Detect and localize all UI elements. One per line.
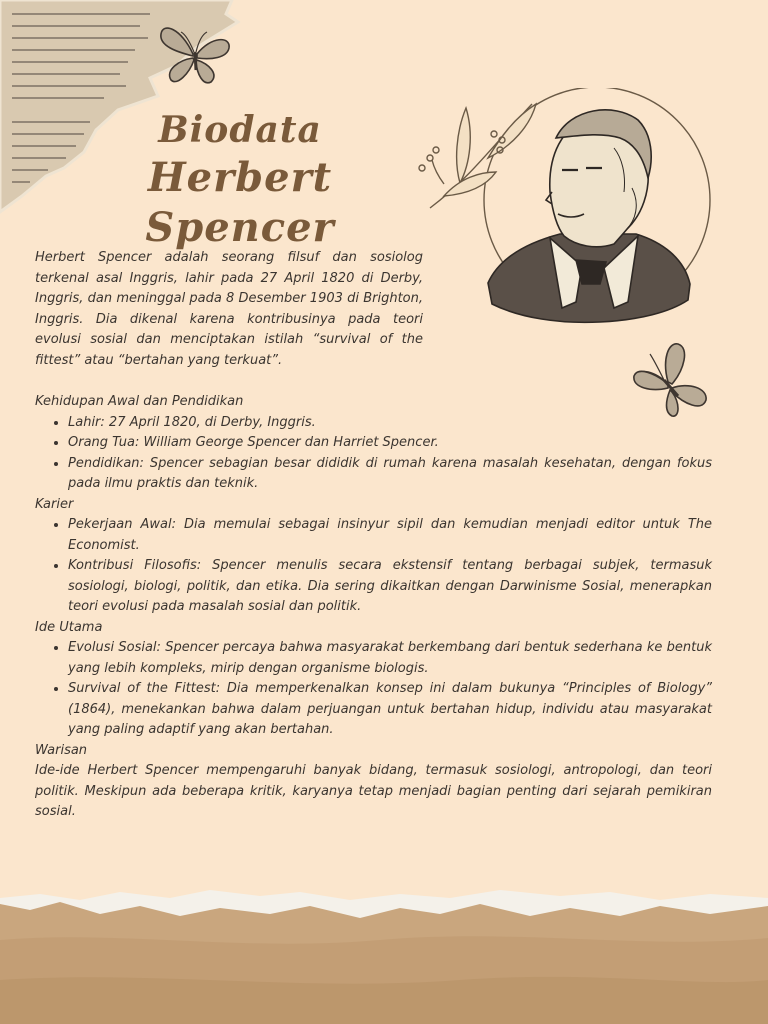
section-heading-legacy: Warisan — [35, 742, 88, 758]
butterfly-icon — [155, 18, 235, 86]
section-heading-career: Karier — [35, 496, 74, 512]
list-item: • Evolusi Sosial: Spencer percaya bahwa masyarakat berkembang dari bentuk sederhana ke bentuk yang lebih kompleks, mirip dengan organisme biologis. — [68, 638, 712, 679]
torn-paper-edge — [0, 880, 768, 1024]
leaf-branch-icon — [419, 104, 536, 208]
career-list — [35, 515, 712, 618]
list-item: • Pekerjaan Awal: Dia memulai sebagai insinyur sipil dan kemudian menjadi editor untuk The Economist. — [68, 515, 712, 556]
list-item: • Survival of the Fittest: Dia memperkenalkan konsep ini dalam bukunya “Principles of Biology” (1864), menekankan bahwa dalam perjuangan untuk bertahan hidup, individu atau masyarakat yang paling adaptif yang akan bertahan. — [68, 679, 712, 741]
title-line-name: Herbert Spencer — [145, 154, 335, 251]
intro-paragraph: Herbert Spencer adalah seorang filsuf dan sosiolog terkenal asal Inggris, lahir pada 27 April 1820 di Derby, Inggris, dan meninggal pada 8 Desember 1903 di Brighton, Inggris. Dia dikenal karena kontribusinya pada teori evolusi sosial dan menciptakan istilah “survival of the fittest” atau “bertahan yang terkuat”. — [35, 250, 423, 368]
main-ideas-list — [35, 638, 712, 741]
biography-content — [35, 392, 712, 823]
title-line-biodata: Biodata — [158, 109, 322, 151]
list-item: • Pendidikan: Spencer sebagian besar dididik di rumah karena masalah kesehatan, dengan fokus pada ilmu praktis dan teknik. — [68, 454, 712, 495]
portrait-illustration — [400, 88, 720, 338]
legacy-paragraph: Ide-ide Herbert Spencer mempengaruhi banyak bidang, termasuk sosiologi, antropologi, dan teori politik. Meskipun ada beberapa kritik, karyanya tetap menjadi bagian penting dari sejarah pemikiran sosial. — [35, 763, 712, 819]
list-item: • Kontribusi Filosofis: Spencer menulis secara ekstensif tentang berbagai subjek, termasuk sosiologi, biologi, politik, dan etika. Dia sering dikaitkan dengan Darwinisme Sosial, menerapkan teori evolusi pada masalah sosial dan politik. — [68, 556, 712, 618]
section-heading-early-life: Kehidupan Awal dan Pendidikan — [35, 394, 244, 409]
list-item: • Lahir: 27 April 1820, di Derby, Inggris. — [68, 413, 712, 434]
early-life-list — [35, 413, 712, 495]
page-title — [90, 108, 390, 253]
list-item: • Orang Tua: William George Spencer dan Harriet Spencer. — [68, 433, 712, 454]
section-heading-main-ideas: Ide Utama — [35, 619, 103, 635]
